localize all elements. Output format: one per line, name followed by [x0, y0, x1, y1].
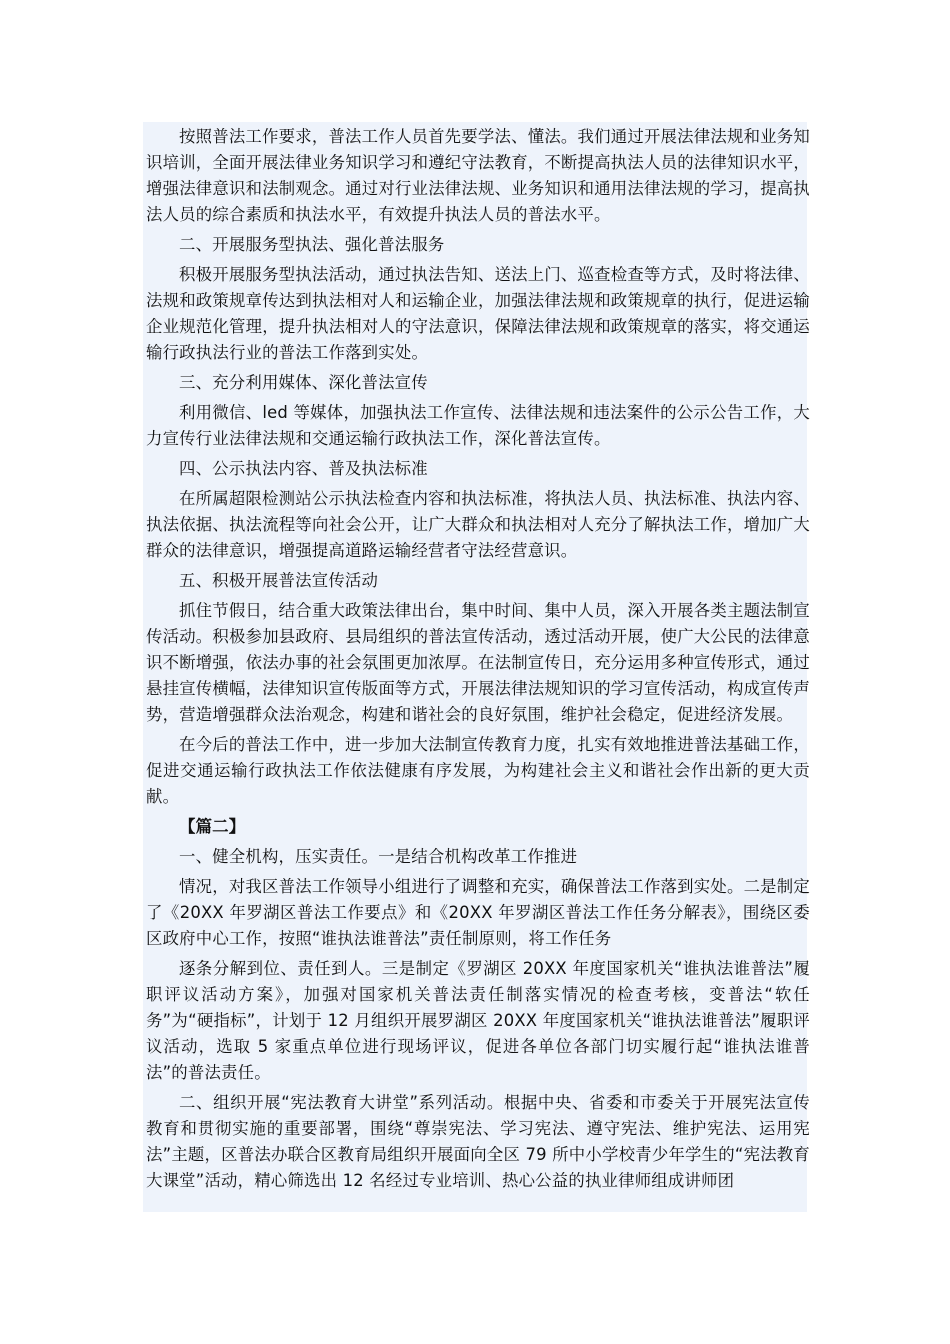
paragraph-campaigns: 抓住节假日，结合重大政策法律出台，集中时间、集中人员，深入开展各类主题法制宣传活动。积极参加县政府、县局组织的普法宣传活动，透过活动开展，使广大公民的法律意识不断增强，依法办事的社会氛围更加浓厚。在法制宣传日，充分运用多种宣传形式，通过悬挂宣传横幅，法律知识宣传版面等方式，开展法律法规知识的学习宣传活动，构成宣传声势，营造增强群众法治观念，构建和谐社会的良好氛围，维护社会稳定，促进经济发展。 — [146, 601, 810, 724]
paragraph-service-enforcement: 积极开展服务型执法活动，通过执法告知、送法上门、巡查检查等方式，及时将法律、法规和政策规章传达到执法相对人和运输企业，加强法律法规和政策规章的执行，促进运输企业规范化管理，提升执法相对人的守法意识，保障法律法规和政策规章的落实，将交通运输行政执法行业的普法工作落到实处。 — [146, 265, 810, 362]
heading-section-4: 四、公示执法内容、普及执法标准 — [179, 459, 428, 478]
heading-part2-item-1: 一、健全机构，压实责任。一是结合机构改革工作推进 — [179, 847, 578, 866]
heading-section-2: 二、开展服务型执法、强化普法服务 — [179, 235, 445, 254]
paragraph-leadership-group: 情况，对我区普法工作领导小组进行了调整和充实，确保普法工作落到实处。二是制定了《20XX 年罗湖区普法工作要点》和《20XX 年罗湖区普法工作任务分解表》，围绕区委区政府中心工作，按照“谁执法谁普法”责任制原则，将工作任务 — [146, 877, 810, 948]
paragraph-publicity: 在所属超限检测站公示执法检查内容和执法标准，将执法人员、执法标准、执法内容、执法依据、执法流程等向社会公开，让广大群众和执法相对人充分了解执法工作，增加广大群众的法律意识，增强提高道路运输经营者守法经营意识。 — [146, 489, 810, 560]
paragraph-future-work: 在今后的普法工作中，进一步加大法制宣传教育力度，扎实有效地推进普法基础工作，促进交通运输行政执法工作依法健康有序发展，为构建社会主义和谐社会作出新的更大贡献。 — [146, 735, 810, 806]
paragraph-media: 利用微信、led 等媒体，加强执法工作宣传、法律法规和违法案件的公示公告工作，大力宣传行业法律法规和交通运输行政执法工作，深化普法宣传。 — [146, 403, 810, 448]
document-body — [146, 124, 810, 1198]
heading-section-3: 三、充分利用媒体、深化普法宣传 — [179, 373, 428, 392]
paragraph-constitution-lectures: 二、组织开展“宪法教育大讲堂”系列活动。根据中央、省委和市委关于开展宪法宣传教育和贯彻实施的重要部署，围绕“尊崇宪法、学习宪法、遵守宪法、维护宪法、运用宪法”主题，区普法办联合区教育局组织开展面向全区 79 所中小学校青少年学生的“宪法教育大课堂”活动，精心筛选出 12 名经过专业培训、热心公益的执业律师组成讲师团 — [146, 1093, 810, 1190]
section-title-part-2: 【篇二】 — [179, 817, 246, 836]
paragraph-responsibility: 逐条分解到位、责任到人。三是制定《罗湖区 20XX 年度国家机关“谁执法谁普法”履职评议活动方案》，加强对国家机关普法责任制落实情况的检查考核，变普法“软任务”为“硬指标”，计划于 12 月组织开展罗湖区 20XX 年度国家机关“谁执法谁普法”履职评议活动，选取 5 家重点单位进行现场评议，促进各单位各部门切实履行起“谁执法谁普法”的普法责任。 — [146, 959, 810, 1082]
paragraph-intro-study: 按照普法工作要求，普法工作人员首先要学法、懂法。我们通过开展法律法规和业务知识培训，全面开展法律业务知识学习和遵纪守法教育，不断提高执法人员的法律知识水平，增强法律意识和法制观念。通过对行业法律法规、业务知识和通用法律法规的学习，提高执法人员的综合素质和执法水平，有效提升执法人员的普法水平。 — [146, 127, 810, 224]
heading-section-5: 五、积极开展普法宣传活动 — [179, 571, 379, 590]
